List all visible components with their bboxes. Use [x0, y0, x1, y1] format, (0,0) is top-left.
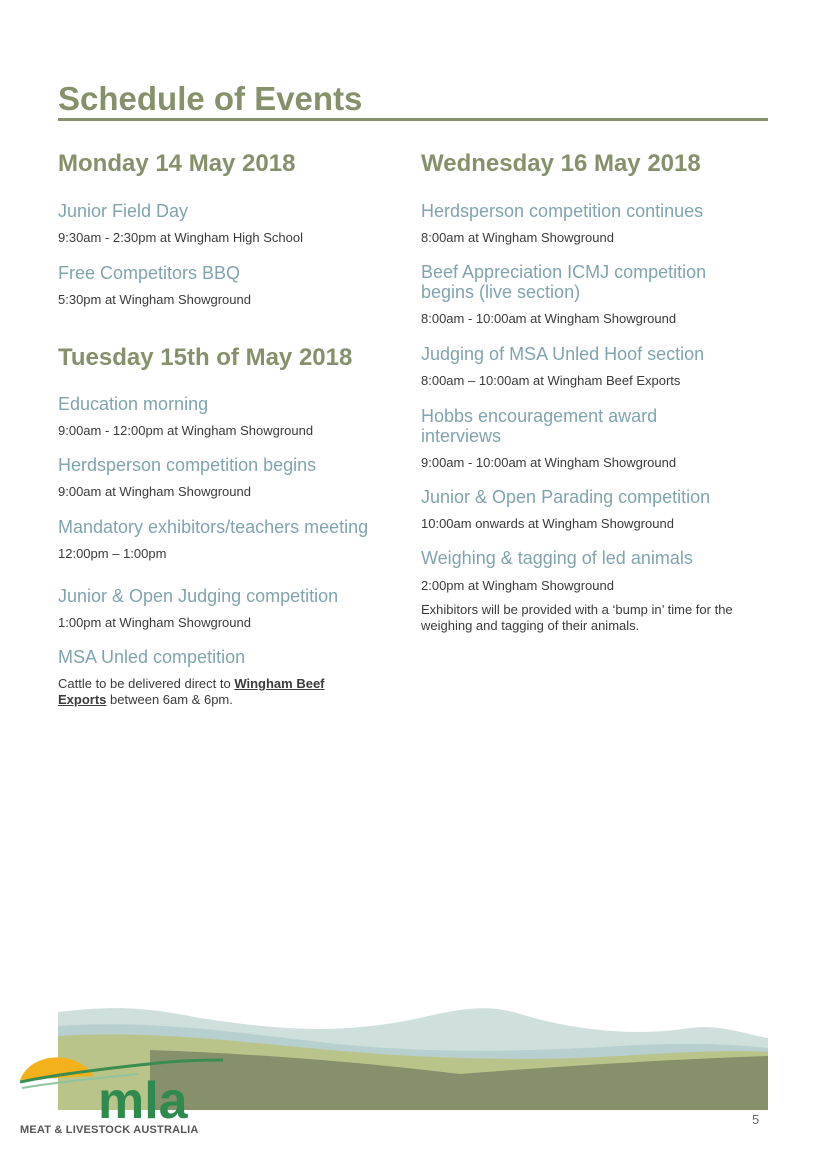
event-title: Herdsperson competition continues [421, 201, 704, 221]
event-detail [58, 676, 358, 708]
event-detail: 8:00am - 10:00am at Wingham Showground [421, 311, 677, 326]
event-title: Hobbs encouragement award interviews [421, 406, 658, 446]
event-title: Junior & Open Judging competition [58, 586, 339, 606]
event-detail: 5:30pm at Wingham Showground [58, 292, 251, 307]
event-detail: 9:00am at Wingham Showground [58, 484, 251, 499]
event-note: Exhibitors will be provided with a ‘bump in’ time for the weighing and tagging of their animals. [421, 602, 733, 633]
event-detail: 9:00am - 12:00pm at Wingham Showground [58, 423, 314, 438]
wednesday-heading: Wednesday 16 May 2018 [421, 150, 701, 177]
event-title: Weighing & tagging of led animals [421, 548, 693, 568]
detail-text: between 6am & 6pm. [106, 692, 233, 707]
page-number: 5 [752, 1112, 760, 1127]
monday-heading: Monday 14 May 2018 [58, 150, 296, 177]
logo-caption: MEAT & LIVESTOCK AUSTRALIA [20, 1124, 199, 1136]
event-title: Herdsperson competition begins [58, 455, 317, 475]
svg-text:mla: mla [98, 1072, 188, 1130]
event-detail: 8:00am – 10:00am at Wingham Beef Exports [421, 373, 681, 388]
event-title: Beef Appreciation ICMJ competition begins (live section) [421, 262, 707, 302]
wingham-beef-exports-link[interactable]: Wingham Beef Exports [58, 676, 325, 707]
event-title: Education morning [58, 394, 209, 414]
event-title: Free Competitors BBQ [58, 263, 241, 283]
event-title: Judging of MSA Unled Hoof section [421, 344, 705, 364]
event-title: Mandatory exhibitors/teachers meeting [58, 517, 369, 537]
event-detail: 1:00pm at Wingham Showground [58, 615, 251, 630]
event-detail: 2:00pm at Wingham Showground [421, 578, 614, 593]
event-title: Junior Field Day [58, 201, 189, 221]
event-title: Junior & Open Parading competition [421, 487, 711, 507]
event-detail: 10:00am onwards at Wingham Showground [421, 516, 674, 531]
detail-text: Cattle to be delivered direct to [58, 676, 235, 691]
event-detail: 9:00am - 10:00am at Wingham Showground [421, 455, 677, 470]
event-detail: 8:00am at Wingham Showground [421, 230, 614, 245]
page-title: Schedule of Events [58, 80, 768, 121]
event-title: MSA Unled competition [58, 647, 246, 667]
event-detail: 12:00pm – 1:00pm [58, 546, 167, 561]
tuesday-heading: Tuesday 15th of May 2018 [58, 344, 353, 371]
event-detail: 9:30am - 2:30pm at Wingham High School [58, 230, 303, 245]
